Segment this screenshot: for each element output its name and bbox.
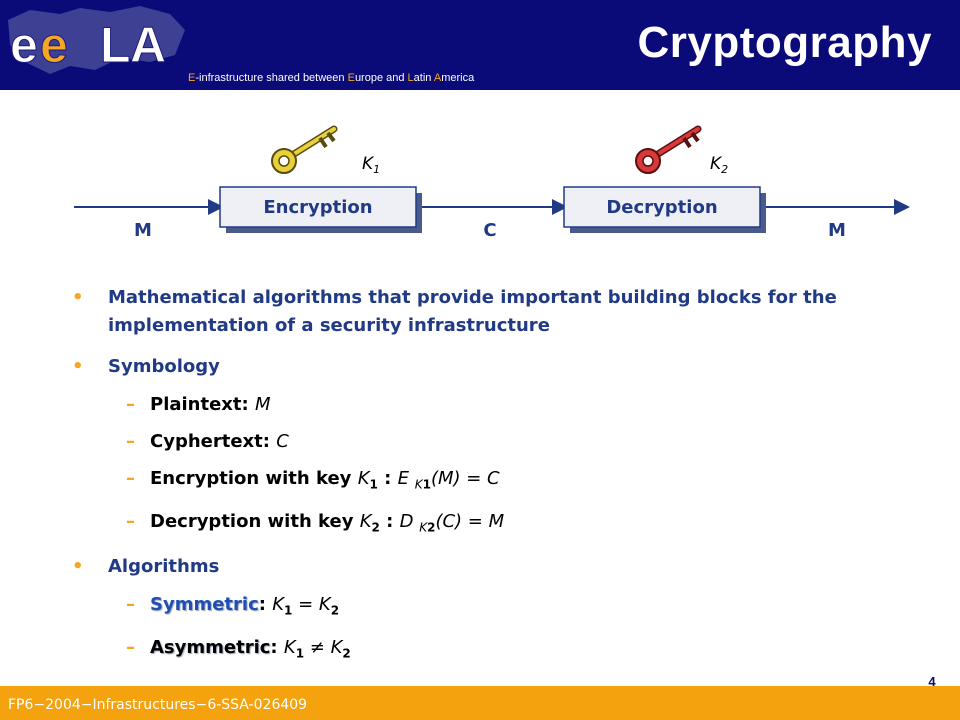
- dash-marker: –: [126, 394, 135, 415]
- key2-label: K: [710, 154, 722, 174]
- dash-marker: –: [126, 636, 135, 658]
- key2-sub: 2: [721, 163, 729, 176]
- dash-marker: –: [126, 468, 135, 489]
- eela-logo: [0, 0, 200, 90]
- asymmetric-term: Asymmetric: [150, 636, 271, 658]
- svg-text:K2: [710, 154, 728, 176]
- dash-marker: –: [126, 594, 135, 616]
- key1-label: K: [362, 154, 374, 174]
- svg-text:K1: [362, 154, 380, 176]
- decryption-label: Decryption: [606, 197, 718, 218]
- bullet-dot: •: [72, 356, 84, 377]
- sub-bullet-encryption: – Encryption with key $K_1$ : E $_{K1}$(M) = C: [126, 468, 500, 492]
- bullet-definition: • Mathematical algorithms that provide important building blocks for the implementation of a security infrastructure: [72, 284, 892, 340]
- bullet-dot: •: [72, 556, 84, 578]
- bullet-dot: •: [72, 287, 84, 308]
- footer-bar: [0, 674, 960, 720]
- svg-text:e: e: [10, 17, 38, 73]
- input-label: M: [134, 220, 152, 241]
- bullet-list: [72, 284, 892, 679]
- page-number: 4: [928, 674, 936, 689]
- encryption-label: Encryption: [263, 197, 373, 218]
- bullet-algorithms: • Algorithms: [72, 553, 892, 581]
- bullet-symbology: • Symbology: [72, 353, 892, 381]
- sub-bullet-asymmetric: – Asymmetric: $K_1 \ne K_2$: [126, 636, 351, 661]
- decryption-box: [564, 187, 766, 233]
- symmetric-term: Symmetric: [150, 594, 259, 616]
- sub-bullet-decryption: – Decryption with key $K_2$ : D $_{K2}$(C) = M: [126, 510, 505, 535]
- sub-bullet-plaintext: – Plaintext: M: [126, 394, 271, 415]
- slide-title: Cryptography: [637, 18, 932, 67]
- output-label: M: [828, 220, 846, 241]
- sub-bullet-symmetric: – Symmetric: $K_1 = K_2$: [126, 594, 340, 618]
- encryption-box: [220, 187, 422, 233]
- header-divider: [0, 90, 960, 94]
- svg-text:A: A: [130, 17, 167, 73]
- svg-text:e: e: [40, 17, 68, 73]
- key1-icon: [272, 129, 334, 173]
- sub-bullet-cyphertext: – Cyphertext: C: [126, 431, 289, 452]
- footer-text: FP6−2004−Infrastructures−6-SSA-026409: [8, 697, 308, 713]
- crypto-diagram: [0, 115, 960, 255]
- svg-text:L: L: [100, 17, 131, 73]
- header-bar: [0, 0, 960, 90]
- dash-marker: –: [126, 431, 135, 452]
- tagline: E-infrastructure shared between Europe and Latin America: [188, 72, 475, 84]
- dash-marker: –: [126, 510, 135, 532]
- key1-sub: 1: [373, 163, 381, 176]
- cipher-label: C: [483, 220, 497, 241]
- key2-icon: [636, 129, 698, 173]
